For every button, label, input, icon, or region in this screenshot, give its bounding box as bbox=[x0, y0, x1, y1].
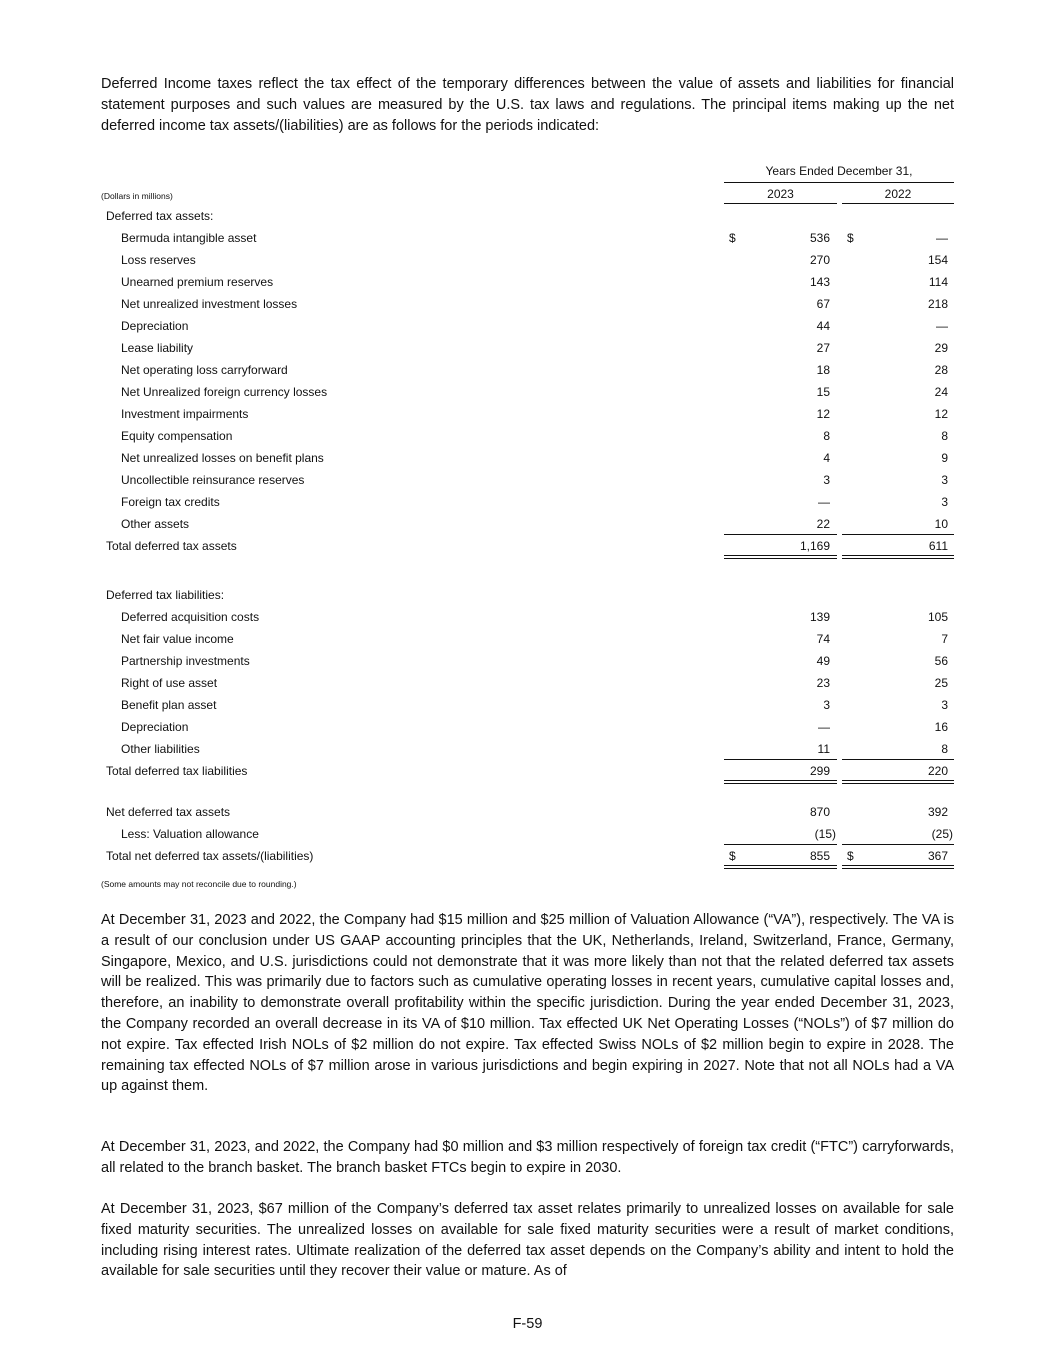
units-note: (Dollars in millions) bbox=[101, 191, 173, 201]
total-rule bbox=[724, 780, 837, 781]
table-row: Loss reserves 270 154 bbox=[121, 253, 948, 267]
table-row: Benefit plan asset 3 3 bbox=[121, 698, 948, 712]
liabilities-heading-row bbox=[101, 584, 954, 606]
intro-paragraph: Deferred Income taxes reflect the tax effect of the temporary differences between the value of assets and liabilities for financial statement purposes and such values are measured by the U.S. tax laws and regulations. The principal items making up the net deferred income tax assets/(liabilities) are as follows for the periods indicated: bbox=[101, 76, 954, 134]
total-net-row: Total net deferred tax assets/(liabilities) $ 855 $ 367 bbox=[101, 845, 954, 867]
table-row: Depreciation — 16 bbox=[121, 720, 948, 734]
col-header-2022: 2022 bbox=[884, 187, 912, 201]
table-row: Investment impairments 12 12 bbox=[121, 407, 948, 421]
table-row: Net Unrealized foreign currency losses 15 24 bbox=[121, 385, 948, 399]
header-rule bbox=[724, 182, 954, 183]
table-row: Other liabilities 11 8 bbox=[121, 742, 948, 756]
col-rule-2022 bbox=[842, 203, 954, 204]
total-rule bbox=[842, 780, 954, 781]
total-rule bbox=[842, 783, 954, 784]
liabilities-heading: Deferred tax liabilities: bbox=[106, 588, 225, 602]
table-row: Net unrealized losses on benefit plans 4 9 bbox=[121, 451, 948, 465]
total-rule bbox=[724, 865, 837, 866]
table-row: Depreciation 44 — bbox=[121, 319, 948, 333]
table-row: Net operating loss carryforward 18 28 bbox=[121, 363, 948, 377]
table-row: Uncollectible reinsurance reserves 3 3 bbox=[121, 473, 948, 487]
rounding-note: (Some amounts may not reconcile due to rounding.) bbox=[101, 879, 297, 889]
table-row: Unearned premium reserves 143 114 bbox=[121, 275, 948, 289]
total-rule bbox=[724, 783, 837, 784]
page-number: F-59 bbox=[512, 1316, 543, 1332]
table-row: Other assets 22 10 bbox=[121, 517, 948, 531]
table-row: Deferred acquisition costs 139 105 bbox=[121, 610, 948, 624]
total-assets-row: Total deferred tax assets 1,169 611 bbox=[106, 539, 948, 553]
col-rule-2023 bbox=[724, 203, 837, 204]
table-row: Bermuda intangible asset $ 536 $ — bbox=[101, 227, 954, 249]
dollar-sign: $ bbox=[847, 849, 854, 863]
table-row: Right of use asset 23 25 bbox=[121, 676, 948, 690]
net-assets-row: Net deferred tax assets 870 392 bbox=[106, 805, 948, 819]
dollar-sign: $ bbox=[847, 231, 854, 245]
valuation-row: Less: Valuation allowance (15) (25) bbox=[121, 827, 953, 841]
valuation-allowance-paragraph: At December 31, 2023 and 2022, the Company had $15 million and $25 million of Valuation Allowance (“VA”), respectively. The VA is a result of our conclusion under US GAAP accounting principles that the UK, Netherlands, Ireland, Switzerland, France, Germany, Singapore, Mexico, and U.S. jurisdictions could not demonstrate that it was more likely than not that the related deferred tax assets will be realized. This was primarily due to factors such as cumulative operating losses in recent years, cumulative capital losses and, therefore, an inability to demonstrate overall profitability within the specific jurisdiction. During the year ended December 31, 2023, the Company recorded an overall decrease in its VA of $10 million. Tax effected UK Net Operating Losses (“NOLs”) of $7 million do not expire. Tax effected Irish NOLs of $2 million do not expire. Tax effected Swiss NOLs of $2 million begin to expire in 2028. The remaining tax effected NOLs of $7 million arose in various jurisdictions and begin expiring in 2027. Note that not all NOLs had a VA up against them. bbox=[101, 912, 954, 1095]
table-row: Equity compensation 8 8 bbox=[121, 429, 948, 443]
table-row: Net unrealized investment losses 67 218 bbox=[121, 297, 948, 311]
total-rule bbox=[842, 868, 954, 869]
table-row: Net fair value income 74 7 bbox=[121, 632, 948, 646]
table-row: Partnership investments 49 56 bbox=[121, 654, 948, 668]
assets-heading-row bbox=[101, 205, 954, 227]
total-rule bbox=[724, 868, 837, 869]
total-rule bbox=[842, 555, 954, 556]
col-header-2023: 2023 bbox=[767, 187, 794, 201]
foreign-tax-credit-paragraph: At December 31, 2023, and 2022, the Company had $0 million and $3 million respectively of foreign tax credit (“FTC”) carryforwards, all related to the branch basket. The branch basket FTCs begin to expire in 2030. bbox=[101, 1139, 954, 1176]
total-rule bbox=[842, 865, 954, 866]
assets-heading: Deferred tax assets: bbox=[106, 209, 214, 223]
total-rule bbox=[724, 558, 837, 559]
total-rule bbox=[724, 555, 837, 556]
total-liabilities-row: Total deferred tax liabilities 299 220 bbox=[106, 764, 948, 778]
unrealized-losses-paragraph: At December 31, 2023, $67 million of the Company’s deferred tax asset relates primarily to unrealized losses on available for sale fixed maturity securities. The unrealized losses on available for sale fixed maturity securities were a result of market conditions, including rising interest rates. Ultimate realization of the deferred tax asset depends on the Company’s ability and intent to hold the available for sale securities until they recover their value or mature. As of bbox=[101, 1201, 954, 1280]
dollar-sign: $ bbox=[729, 849, 736, 863]
total-rule bbox=[842, 558, 954, 559]
dollar-sign: $ bbox=[729, 231, 736, 245]
table-row: Lease liability 27 29 bbox=[121, 341, 948, 355]
table-row: Foreign tax credits — 3 bbox=[121, 495, 948, 509]
period-header: Years Ended December 31, bbox=[765, 164, 913, 178]
